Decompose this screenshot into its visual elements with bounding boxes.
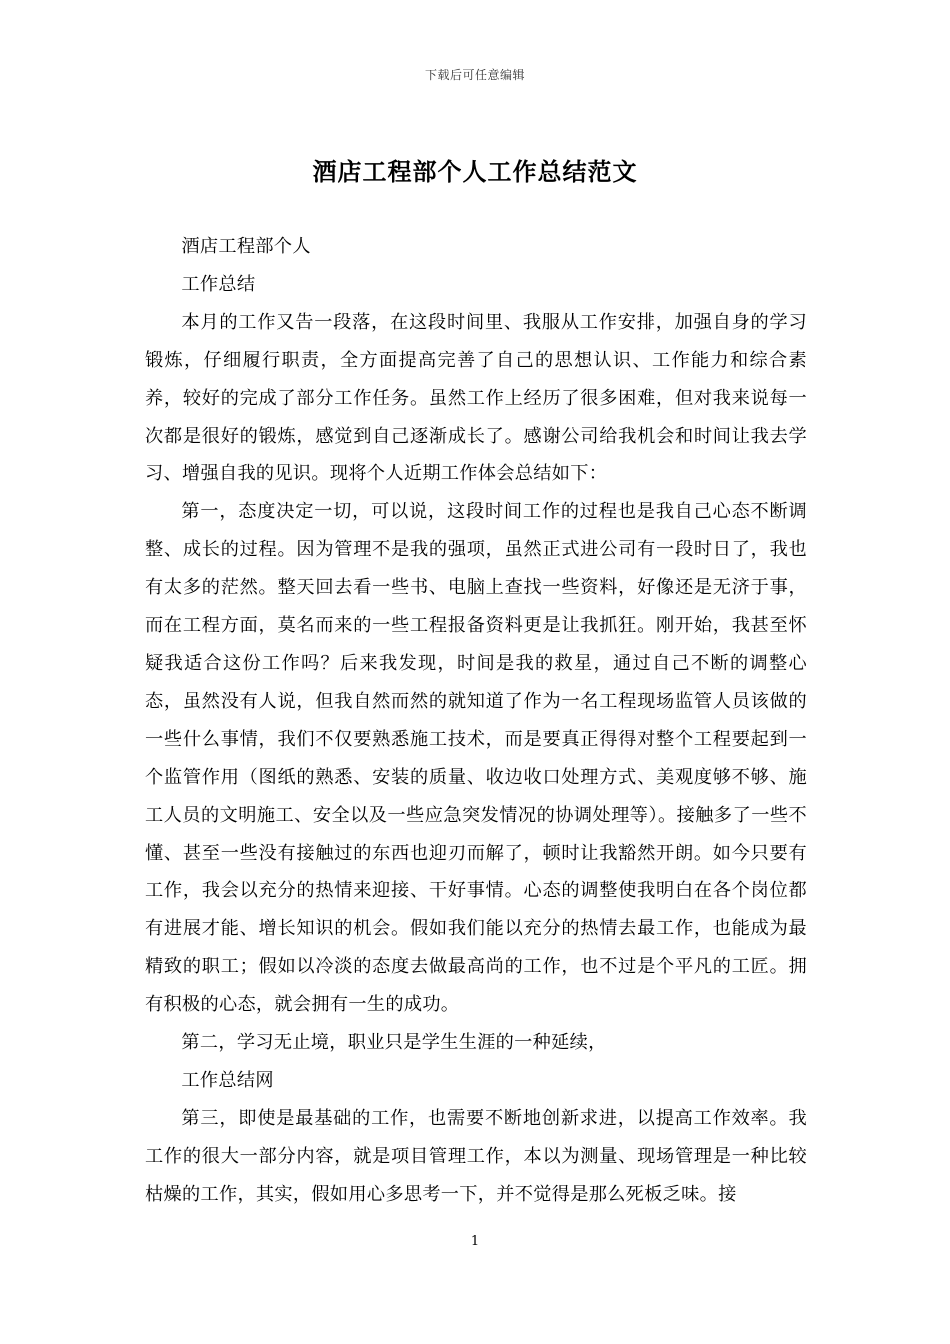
page-number: 1 — [470, 1234, 480, 1249]
document-title: 酒店工程部个人工作总结范文 — [312, 157, 638, 186]
paragraph: 酒店工程部个人 — [181, 236, 311, 257]
document-body — [145, 228, 807, 1214]
paragraph: 工作总结网 — [181, 1069, 274, 1091]
paragraph: 本月的工作又告一段落，在这段时间里、我服从工作安排，加强自身的学习锻炼，仔细履行职责，全方面提高完善了自己的思想认识、工作能力和综合素养，较好的完成了部分工作任务。虽然工作上经历了很多困难，但对我来说每一次都是很好的锻炼，感觉到自己逐渐成长了。感谢公司给我机会和时间让我去学习、增强自我的见识。现将个人近期工作体会总结如下： — [145, 311, 807, 485]
paragraph: 第二，学习无止境，职业只是学生生涯的一种延续， — [181, 1032, 607, 1054]
header-note: 下载后可任意编辑 — [424, 68, 525, 82]
paragraph: 第一，态度决定一切，可以说，这段时间工作的过程也是我自己心态不断调整、成长的过程。因为管理不是我的强项，虽然正式进公司有一段时日了，我也有太多的茫然。整天回去看一些书、电脑上查找一些资料，好像还是无济于事，而在工程方面，莫名而来的一些工程报备资料更是让我抓狂。刚开始，我甚至怀疑我适合这份工作吗？后来我发现，时间是我的救星，通过自己不断的调整心态，虽然没有人说，但我自然而然的就知道了作为一名工程现场监管人员该做的一些什么事情，我们不仅要熟悉施工技术，而是要真正得得对整个工程要起到一个监管作用（图纸的熟悉、安装的质量、收边收口处理方式、美观度够不够、施工人员的文明施工、安全以及一些应急突发情况的协调处理等）。接触多了一些不懂、甚至一些没有接触过的东西也迎刃而解了，顿时让我豁然开朗。如今只要有工作，我会以充分的热情来迎接、干好事情。心态的调整使我明白在各个岗位都有进展才能、增长知识的机会。假如我们能以充分的热情去最工作，也能成为最精致的职工；假如以冷淡的态度去做最高尚的工作，也不过是个平凡的工匠。拥有积极的心态，就会拥有一生的成功。 — [145, 501, 807, 1016]
paragraph: 工作总结 — [181, 273, 256, 295]
paragraph: 第三，即使是最基础的工作，也需要不断地创新求进，以提高工作效率。我工作的很大一部分内容，就是项目管理工作，本以为测量、现场管理是一种比较枯燥的工作，其实，假如用心多思考一下，并不觉得是那么死板乏味。接 — [145, 1107, 807, 1205]
